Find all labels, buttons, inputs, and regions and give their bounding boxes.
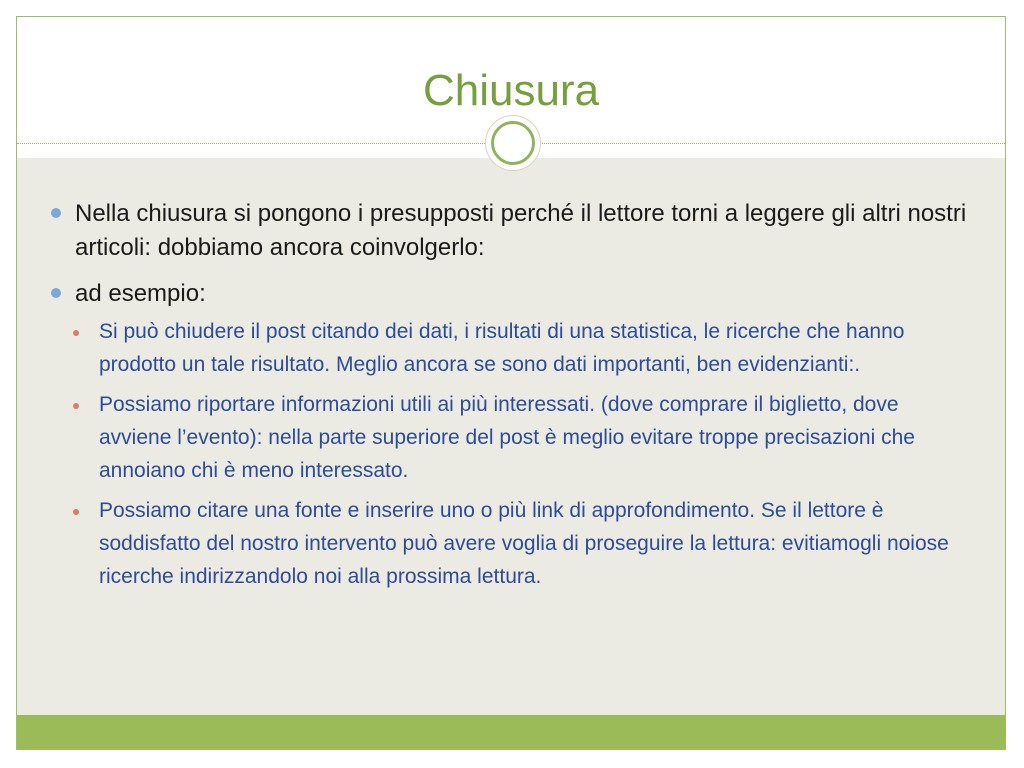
sub-bullet-item — [68, 315, 971, 381]
bullet-text: Nella chiusura si pongono i presupposti perché il lettore torni a leggere gli altri nostri articoli: dobbiamo ancora coinvolgerlo: — [75, 200, 967, 261]
circle-ornament-icon — [485, 115, 541, 171]
sub-bullet-item — [68, 494, 971, 593]
footer-bar — [17, 715, 1005, 749]
sub-bullet-text: Possiamo riportare informazioni utili ai più interessati. (dove comprare il biglietto, dove avviene l’evento): nella parte superiore del post è meglio evitare troppe precisazioni che annoiano chi è meno interessato. — [99, 393, 915, 482]
bullet-item — [51, 197, 971, 265]
bullet-list — [51, 197, 971, 605]
sub-bullet-list — [75, 315, 971, 593]
sub-bullet-item — [68, 388, 971, 487]
bullet-dot-icon — [51, 288, 61, 298]
sub-bullet-text: Possiamo citare una fonte e inserire uno o più link di approfondimento. Se il lettore è soddisfatto del nostro intervento può avere voglia di proseguire la lettura: evitiamogli noiose ricerche indirizzandolo noi alla prossima lettura. — [99, 499, 949, 588]
ring-icon — [491, 121, 535, 165]
slide-title: Chiusura — [422, 66, 600, 115]
sub-bullet-dot-icon — [73, 403, 79, 409]
slide-content — [17, 158, 1005, 715]
sub-bullet-dot-icon — [73, 330, 79, 336]
bullet-item — [51, 277, 971, 593]
sub-bullet-dot-icon — [73, 509, 79, 515]
bullet-dot-icon — [51, 208, 61, 218]
slide-frame — [16, 16, 1006, 750]
bullet-text: ad esempio: — [75, 280, 206, 307]
sub-bullet-text: Si può chiudere il post citando dei dati, i risultati di una statistica, le ricerche che hanno prodotto un tale risultato. Meglio ancora se sono dati importanti, ben evidenzianti:. — [99, 320, 905, 376]
